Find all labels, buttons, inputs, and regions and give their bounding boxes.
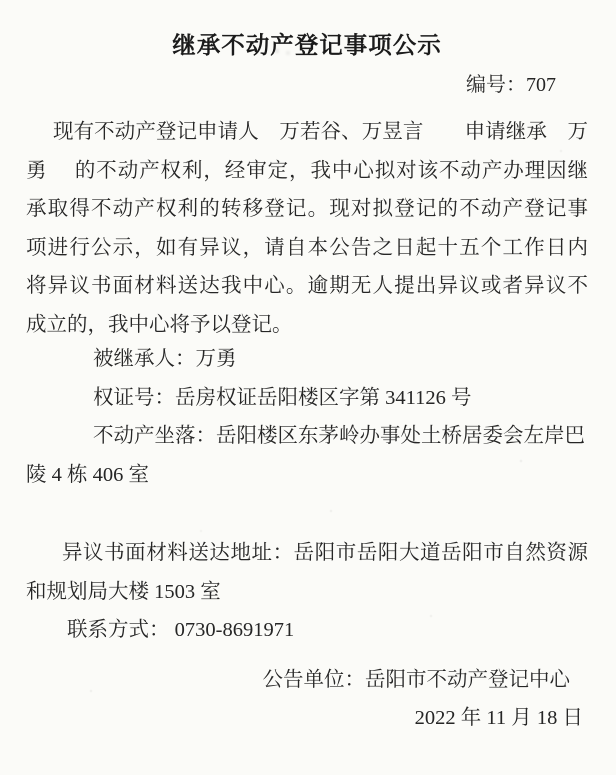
paragraph-line: 勇 的不动产权利，经审定，我中心拟对该不动产办理因继 [26, 159, 588, 182]
paragraph-line: 将异议书面材料送达我中心。逾期无人提出异议或者异议不 [26, 275, 588, 297]
issuer-line: 公告单位：岳阳市不动产登记中心 [262, 668, 570, 691]
objection-address-line: 异议书面材料送达地址：岳阳市岳阳大道岳阳市自然资源 [62, 542, 588, 564]
date-line: 2022 年 11 月 18 日 [414, 707, 583, 729]
paragraph-line: 现有不动产登记申请人 万若谷、万昱言 申请继承 万 [53, 121, 588, 143]
scan-speckle-overlay [0, 30, 2, 32]
body-paragraph [26, 113, 588, 344]
certificate-no-line: 权证号：岳房权证岳阳楼区字第 341126 号 [93, 386, 472, 409]
decedent-line: 被继承人：万勇 [93, 348, 237, 370]
notice-document [0, 30, 616, 775]
contact-section [26, 534, 588, 650]
paragraph-line: 成立的，我中心将予以登记。 [26, 313, 293, 336]
contact-phone-line: 联系方式： 0730-8691971 [67, 619, 295, 641]
paragraph-line: 承取得不动产权利的转移登记。现对拟登记的不动产登记事 [26, 198, 588, 220]
objection-address-wrap-line: 和规划局大楼 1503 室 [26, 580, 221, 603]
footer-section [26, 661, 588, 738]
registration-details [26, 340, 588, 494]
document-number: 编号：707 [466, 74, 556, 96]
paragraph-line: 项进行公示，如有异议，请自本公告之日起十五个工作日内 [26, 236, 588, 259]
property-location-line: 不动产坐落：岳阳楼区东茅岭办事处土桥居委会左岸巴 [93, 425, 585, 447]
property-location-wrap-line: 陵 4 栋 406 室 [26, 463, 149, 486]
document-title: 继承不动产登记事项公示 [172, 32, 442, 58]
